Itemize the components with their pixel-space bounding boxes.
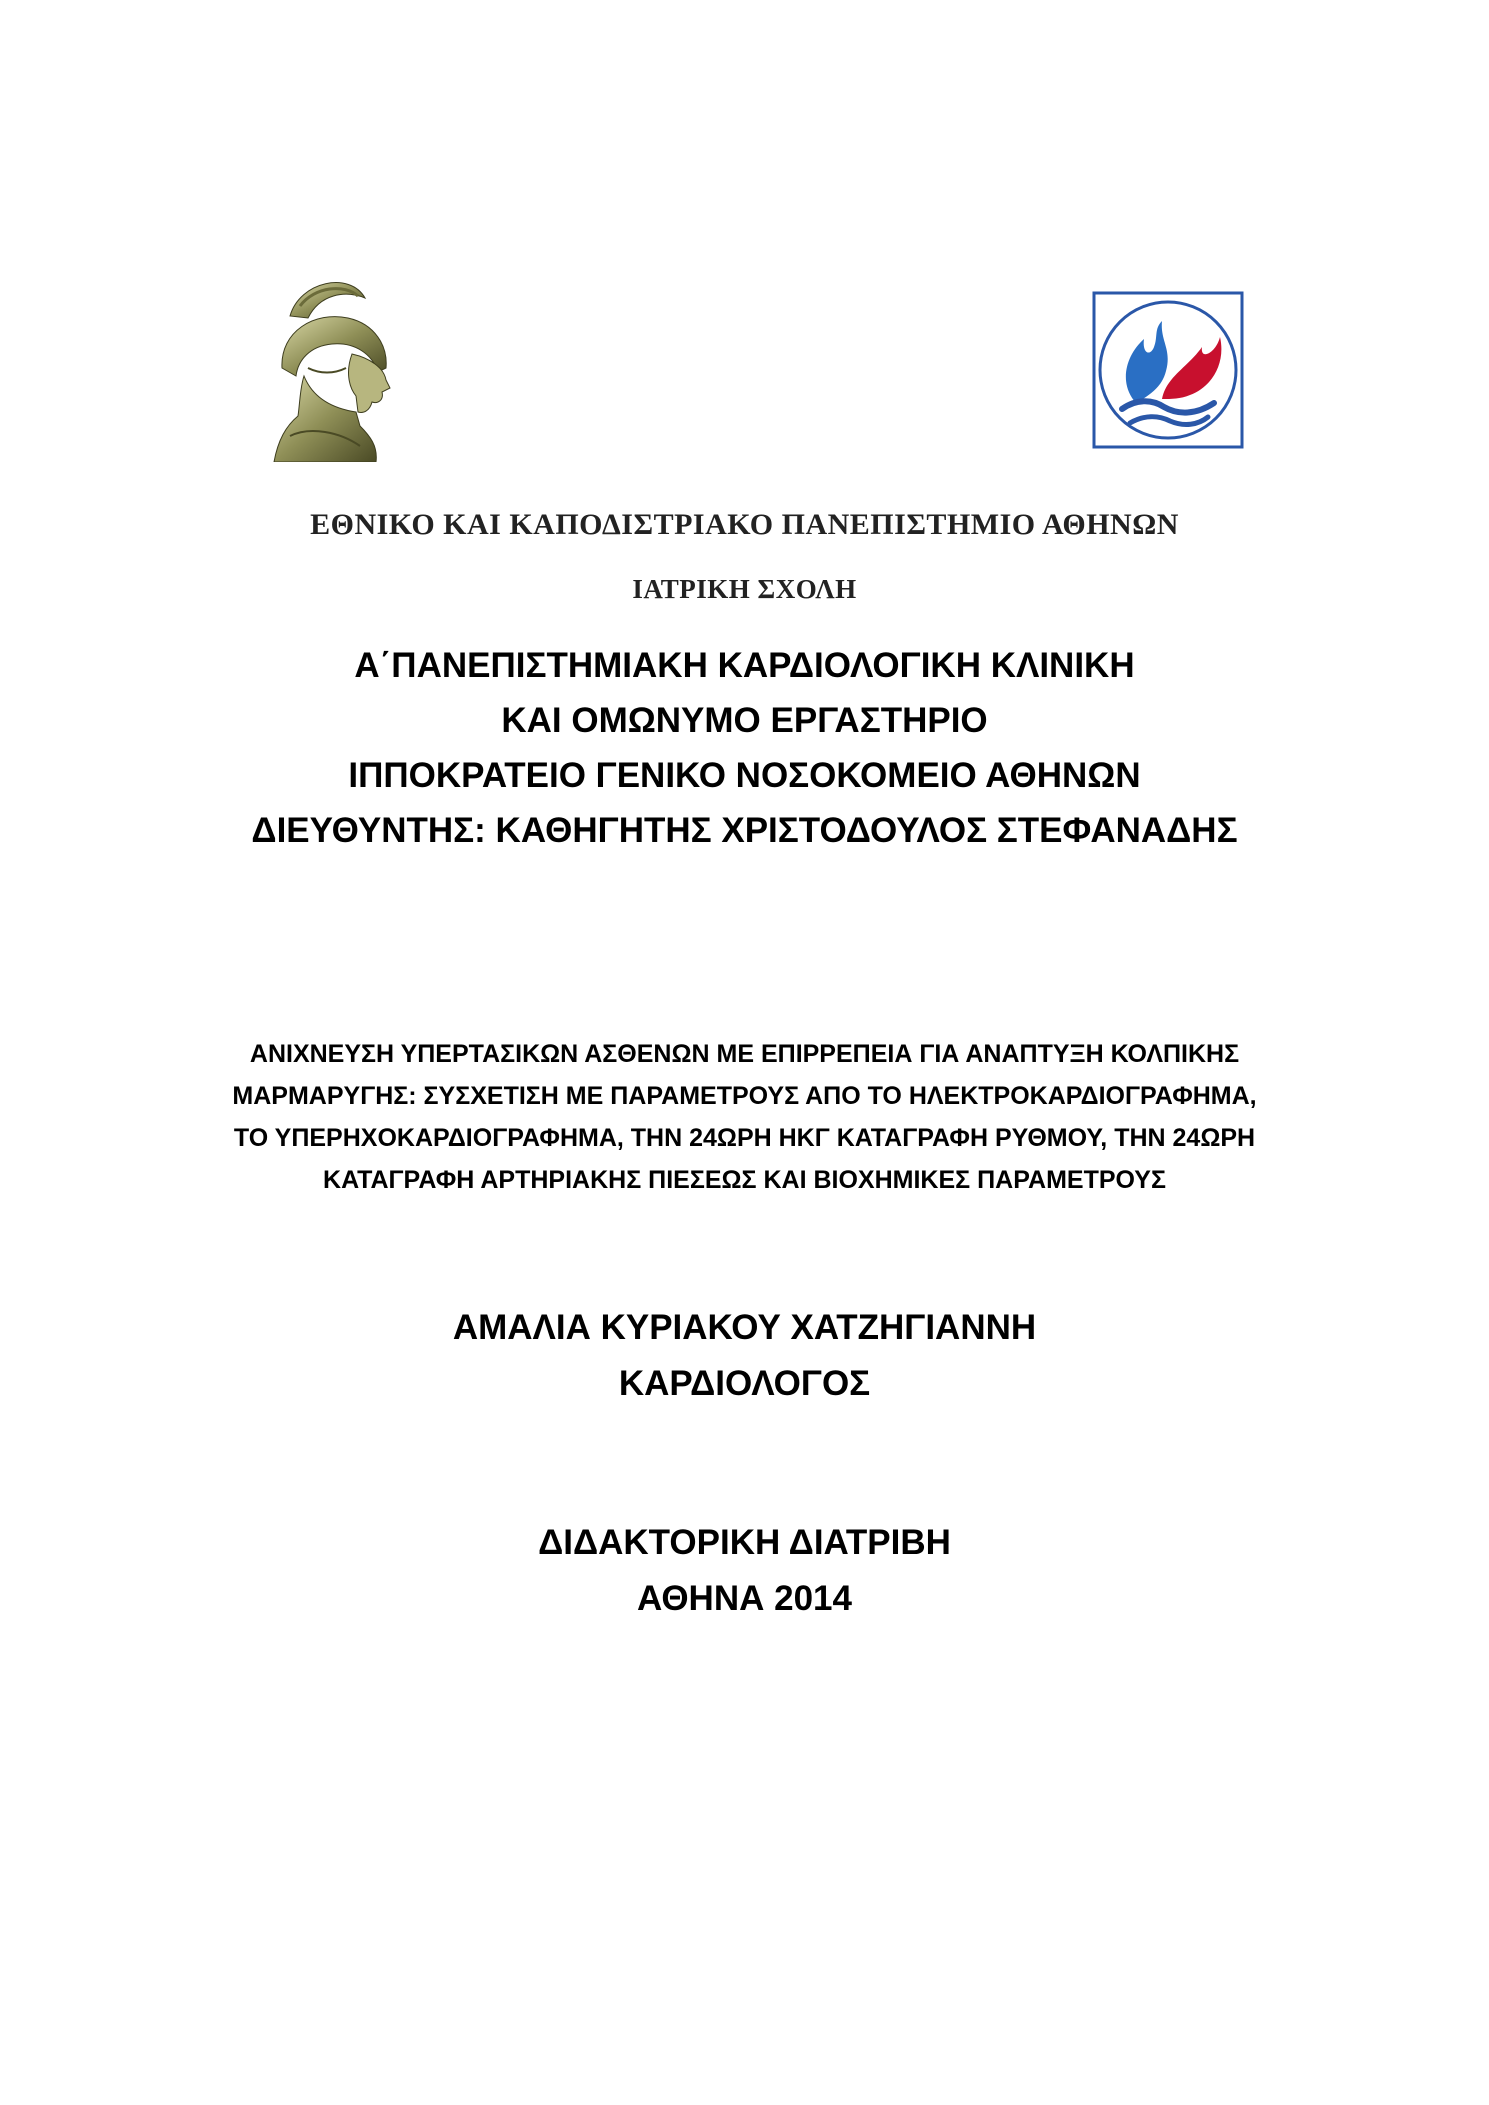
hospital-name: ΙΠΠΟΚΡΑΤΕΙΟ ΓΕΝΙΚΟ ΝΟΣΟΚΟΜΕΙΟ ΑΘΗΝΩΝ: [348, 756, 1141, 795]
author-name: ΑΜΑΛΙΑ ΚΥΡΙΑΚΟΥ ΧΑΤΖΗΓΙΑΝΝΗ: [452, 1308, 1037, 1347]
author-role: ΚΑΡΔΙΟΛΟΓΟΣ: [618, 1364, 871, 1403]
thesis-title-line: ΤΟ ΥΠΕΡΗΧΟΚΑΡΔΙΟΓΡΑΦΗΜΑ, ΤΗΝ 24ΩΡΗ ΗΚΓ ΚΑΤΑΓΡΑΦΗ ΡΥΘΜΟΥ, ΤΗΝ 24ΩΡΗ: [233, 1124, 1256, 1152]
thesis-title-line: ΑΝΙΧΝΕΥΣΗ ΥΠΕΡΤΑΣΙΚΩΝ ΑΣΘΕΝΩΝ ΜΕ ΕΠΙΡΡΕΠΕΙΑ ΓΙΑ ΑΝΑΠΤΥΞΗ ΚΟΛΠΙΚΗΣ: [249, 1040, 1240, 1068]
clinic-name: Α΄ΠΑΝΕΠΙΣΤΗΜΙΑΚΗ ΚΑΡΔΙΟΛΟΓΙΚΗ ΚΛΙΝΙΚΗ: [354, 646, 1135, 685]
director-line: ΔΙΕΥΘΥΝΤΗΣ: ΚΑΘΗΓΗΤΗΣ ΧΡΙΣΤΟΔΟΥΛΟΣ ΣΤΕΦΑΝΑΔΗΣ: [251, 811, 1238, 850]
thesis-title-line: ΚΑΤΑΓΡΑΦΗ ΑΡΤΗΡΙΑΚΗΣ ΠΙΕΣΕΩΣ ΚΑΙ ΒΙΟΧΗΜΙΚΕΣ ΠΑΡΑΜΕΤΡΟΥΣ: [323, 1166, 1166, 1194]
degree-block: [0, 1515, 1489, 1627]
hospital-flame-wave-logo: [1092, 291, 1244, 449]
place-year: ΑΘΗΝΑ 2014: [637, 1579, 852, 1618]
clinic-lab: ΚΑΙ ΟΜΩΝΥΜΟ ΕΡΓΑΣΤΗΡΙΟ: [501, 701, 988, 740]
degree-type: ΔΙΔΑΚΤΟΡΙΚΗ ΔΙΑΤΡΙΒΗ: [538, 1523, 951, 1562]
school-name: ΙΑΤΡΙΚΗ ΣΧΟΛΗ: [632, 574, 857, 604]
author-block: [0, 1300, 1489, 1412]
thesis-title-line: ΜΑΡΜΑΡΥΓΗΣ: ΣΥΣΧΕΤΙΣΗ ΜΕ ΠΑΡΑΜΕΤΡΟΥΣ ΑΠΟ ΤΟ ΗΛΕΚΤΡΟΚΑΡΔΙΟΓΡΑΦΗΜΑ,: [232, 1082, 1257, 1110]
thesis-title: [0, 1033, 1489, 1201]
clinic-block: [0, 638, 1489, 858]
athena-helmet-logo: [260, 276, 412, 462]
university-name: ΕΘΝΙΚΟ ΚΑΙ ΚΑΠΟΔΙΣΤΡΙΑΚΟ ΠΑΝΕΠΙΣΤΗΜΙΟ ΑΘΗΝΩΝ: [310, 508, 1179, 541]
